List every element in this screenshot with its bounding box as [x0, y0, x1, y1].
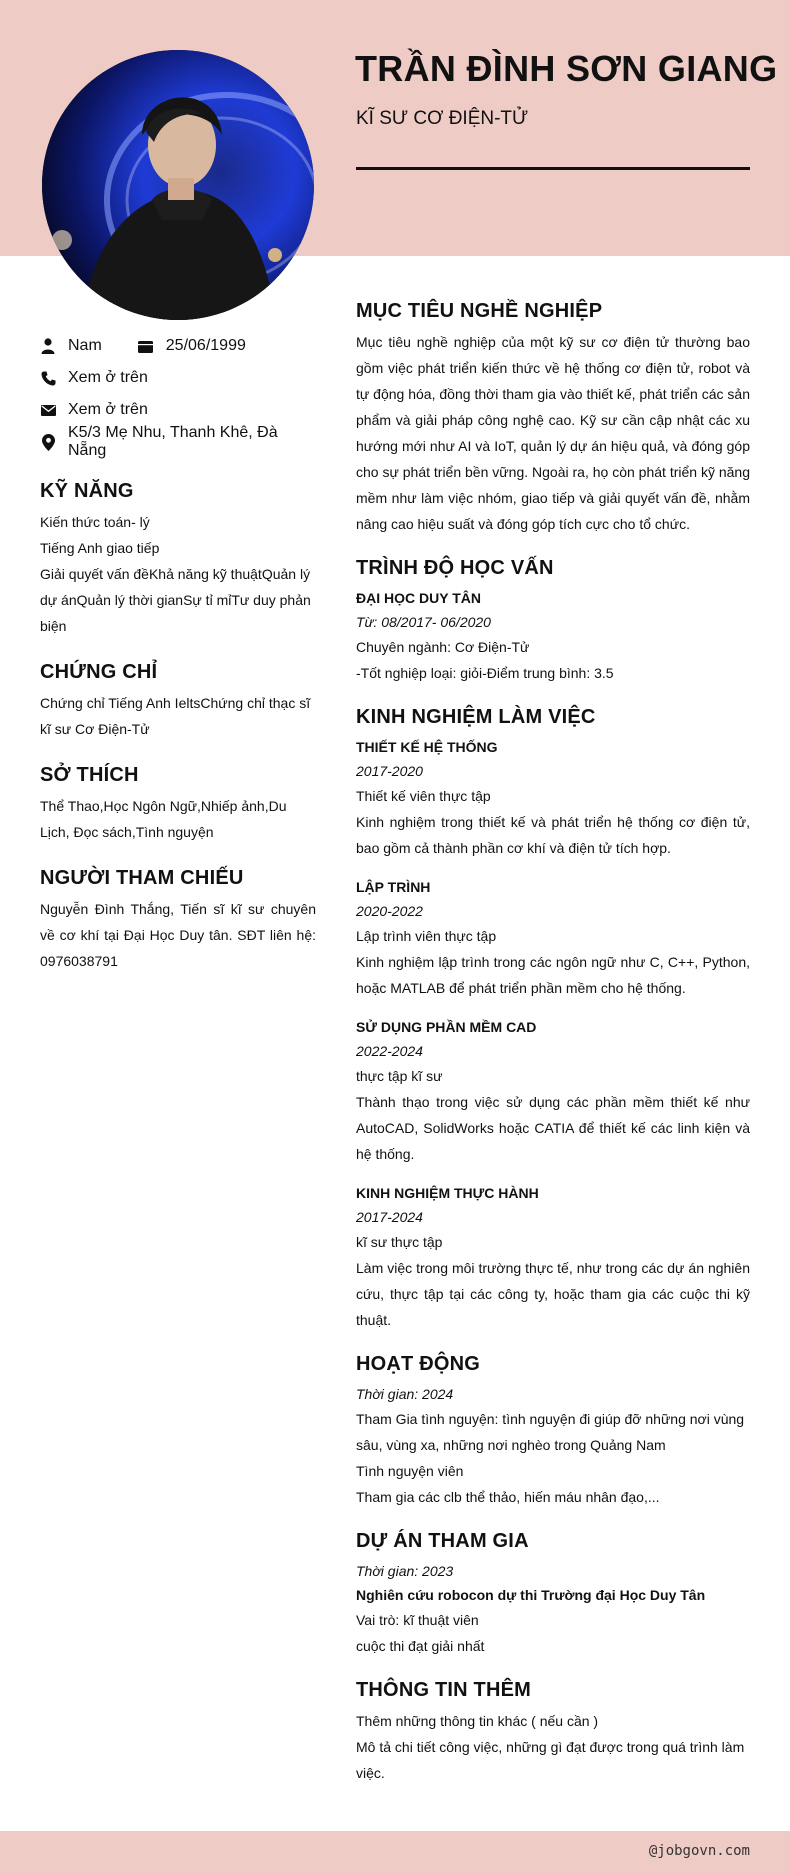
info-row-address	[40, 426, 316, 458]
education-heading: TRÌNH ĐỘ HỌC VẤN	[356, 557, 554, 579]
left-column	[40, 330, 316, 974]
skill-item: Tiếng Anh giao tiếp	[40, 540, 160, 556]
experience-position: Thiết kế viên thực tập	[356, 788, 491, 804]
extra-heading: THÔNG TIN THÊM	[356, 1679, 532, 1701]
objective-heading: MỤC TIÊU NGHỀ NGHIỆP	[356, 300, 603, 322]
birthdate-value: 25/06/1999	[165, 337, 246, 354]
email-value: Xem ở trên	[68, 401, 148, 418]
experience-position: kĩ sư thực tập	[356, 1234, 443, 1250]
references-heading: NGƯỜI THAM CHIẾU	[40, 867, 244, 889]
experience-heading: KINH NGHIỆM LÀM VIỆC	[356, 706, 596, 728]
extra-text: Thêm những thông tin khác ( nếu cần )	[356, 1713, 599, 1729]
activities-heading: HOẠT ĐỘNG	[356, 1353, 481, 1375]
extra-section	[356, 1679, 750, 1786]
phone-icon	[40, 370, 56, 386]
mail-icon	[40, 402, 56, 418]
job-title: KĨ SƯ CƠ ĐIỆN-TỬ	[356, 108, 529, 129]
projects-section	[356, 1530, 750, 1659]
skill-item: Kiến thức toán- lý	[40, 514, 150, 530]
extra-hint: Mô tả chi tiết công việc, những gì đạt được trong quá trình làm việc.	[356, 1739, 745, 1781]
activities-section	[356, 1353, 750, 1510]
education-section	[356, 557, 750, 686]
avatar	[42, 50, 314, 320]
experience-entry	[356, 735, 750, 861]
education-result: -Tốt nghiệp loại: giỏi-Điểm trung bình: 3.5	[356, 665, 614, 681]
activities-description: Tham gia các clb thể thảo, hiến máu nhân đạo,...	[356, 1489, 660, 1505]
experience-period: 2017-2024	[356, 1209, 423, 1225]
experience-description: Làm việc trong môi trường thực tế, như trong các dự án nghiên cứu, thực tập tại các công ty, hoặc tham gia các cuộc thi kỹ thuật.	[356, 1260, 750, 1328]
person-icon	[40, 338, 56, 354]
experience-period: 2020-2022	[356, 903, 423, 919]
activities-role: Tình nguyện viên	[356, 1463, 464, 1479]
skill-item: Giải quyết vấn đềKhả năng kỹ thuậtQuản lý dự ánQuản lý thời gianSự tỉ mỉTư duy phản biện	[40, 566, 311, 634]
title-divider	[356, 167, 750, 170]
objective-text: Mục tiêu nghề nghiệp của một kỹ sư cơ điện tử thường bao gồm việc phát triển kiến thức về hệ thống cơ điện tử, robot và tự động hóa, đồng thời tham gia vào thiết kế, phát triển các sản phẩm và giải pháp công nghệ cao. Kỹ sư cần cập nhật các xu hướng mới như AI và IoT, quản lý dự án hiệu quả, và đóng góp cho sự phát triển bền vững. Ngoài ra, họ còn phát triển kỹ năng mềm như làm việc nhóm, giao tiếp và giải quyết vấn đề, nhằm nâng cao hiệu suất và đóng góp tích cực cho tổ chức.	[356, 334, 750, 532]
hobbies-text: Thể Thao,Học Ngôn Ngữ,Nhiếp ảnh,Du Lịch, Đọc sách,Tình nguyện	[40, 798, 287, 840]
certificates-heading: CHỨNG CHỈ	[40, 661, 158, 683]
project-role: Vai trò: kĩ thuật viên	[356, 1612, 479, 1628]
footer-brand: @jobgovn.com	[648, 1843, 750, 1859]
experience-entry	[356, 875, 750, 1001]
location-icon	[40, 434, 56, 450]
experience-period: 2022-2024	[356, 1043, 423, 1059]
school-name: ĐẠI HỌC DUY TÂN	[356, 590, 481, 606]
birthdate-item	[138, 337, 246, 355]
info-row-phone	[40, 362, 316, 394]
project-name: Nghiên cứu robocon dự thi Trường đại Học Duy Tân	[356, 1587, 706, 1603]
experience-position: thực tập kĩ sư	[356, 1068, 443, 1084]
references-text: Nguyễn Đình Thắng, Tiến sĩ kĩ sư chuyên về cơ khí tại Đại Học Duy tân. SĐT liên hệ: 0976038791	[40, 901, 316, 969]
projects-heading: DỰ ÁN THAM GIA	[356, 1530, 529, 1552]
gender-value: Nam	[68, 337, 102, 354]
gender-item	[40, 337, 102, 355]
candidate-name: TRẦN ĐÌNH SƠN GIANG	[355, 48, 778, 89]
experience-company: LẬP TRÌNH	[356, 879, 431, 895]
experience-company: THIẾT KẾ HỆ THỐNG	[356, 739, 498, 755]
experience-entry	[356, 1181, 750, 1333]
objective-section	[356, 300, 750, 537]
experience-section	[356, 706, 750, 1333]
experience-description: Kinh nghiệm lập trình trong các ngôn ngữ như C, C++, Python, hoặc MATLAB để phát triển phần mềm cho hệ thống.	[356, 954, 750, 996]
phone-value: Xem ở trên	[68, 369, 148, 386]
experience-company: KINH NGHIỆM THỰC HÀNH	[356, 1185, 539, 1201]
experience-period: 2017-2020	[356, 763, 423, 779]
experience-entry	[356, 1015, 750, 1167]
projects-period: Thời gian: 2023	[356, 1563, 454, 1579]
address-value: K5/3 Mẹ Nhu, Thanh Khê, Đà Nẵng	[68, 424, 278, 459]
info-row-email	[40, 394, 316, 426]
experience-description: Kinh nghiệm trong thiết kế và phát triển hệ thống cơ điện tử, bao gồm cả thành phần cơ khí và điện tử tích hợp.	[356, 814, 750, 856]
education-major: Chuyên ngành: Cơ Điện-Tử	[356, 639, 530, 655]
right-column	[356, 300, 750, 1806]
experience-company: SỬ DỤNG PHẦN MỀM CAD	[356, 1019, 537, 1035]
skills-heading: KỸ NĂNG	[40, 480, 134, 502]
certificates-text: Chứng chỉ Tiếng Anh IeltsChứng chỉ thạc sĩ kĩ sư Cơ Điện-Tử	[40, 695, 311, 737]
calendar-icon	[138, 338, 154, 354]
experience-description: Thành thạo trong việc sử dụng các phần mềm thiết kế như AutoCAD, SolidWorks hoặc CATIA để thiết kế các linh kiện và hệ thống.	[356, 1094, 750, 1162]
project-result: cuộc thi đạt giải nhất	[356, 1638, 485, 1654]
activities-period: Thời gian: 2024	[356, 1386, 454, 1402]
experience-position: Lập trình viên thực tập	[356, 928, 497, 944]
hobbies-heading: SỞ THÍCH	[40, 764, 139, 786]
education-period: Từ: 08/2017- 06/2020	[356, 614, 491, 630]
activities-detail: Tham Gia tình nguyện: tình nguyện đi giúp đỡ những nơi vùng sâu, vùng xa, những nơi nghèo trong Quảng Nam	[356, 1411, 745, 1453]
info-row-gender-birth	[40, 330, 316, 362]
